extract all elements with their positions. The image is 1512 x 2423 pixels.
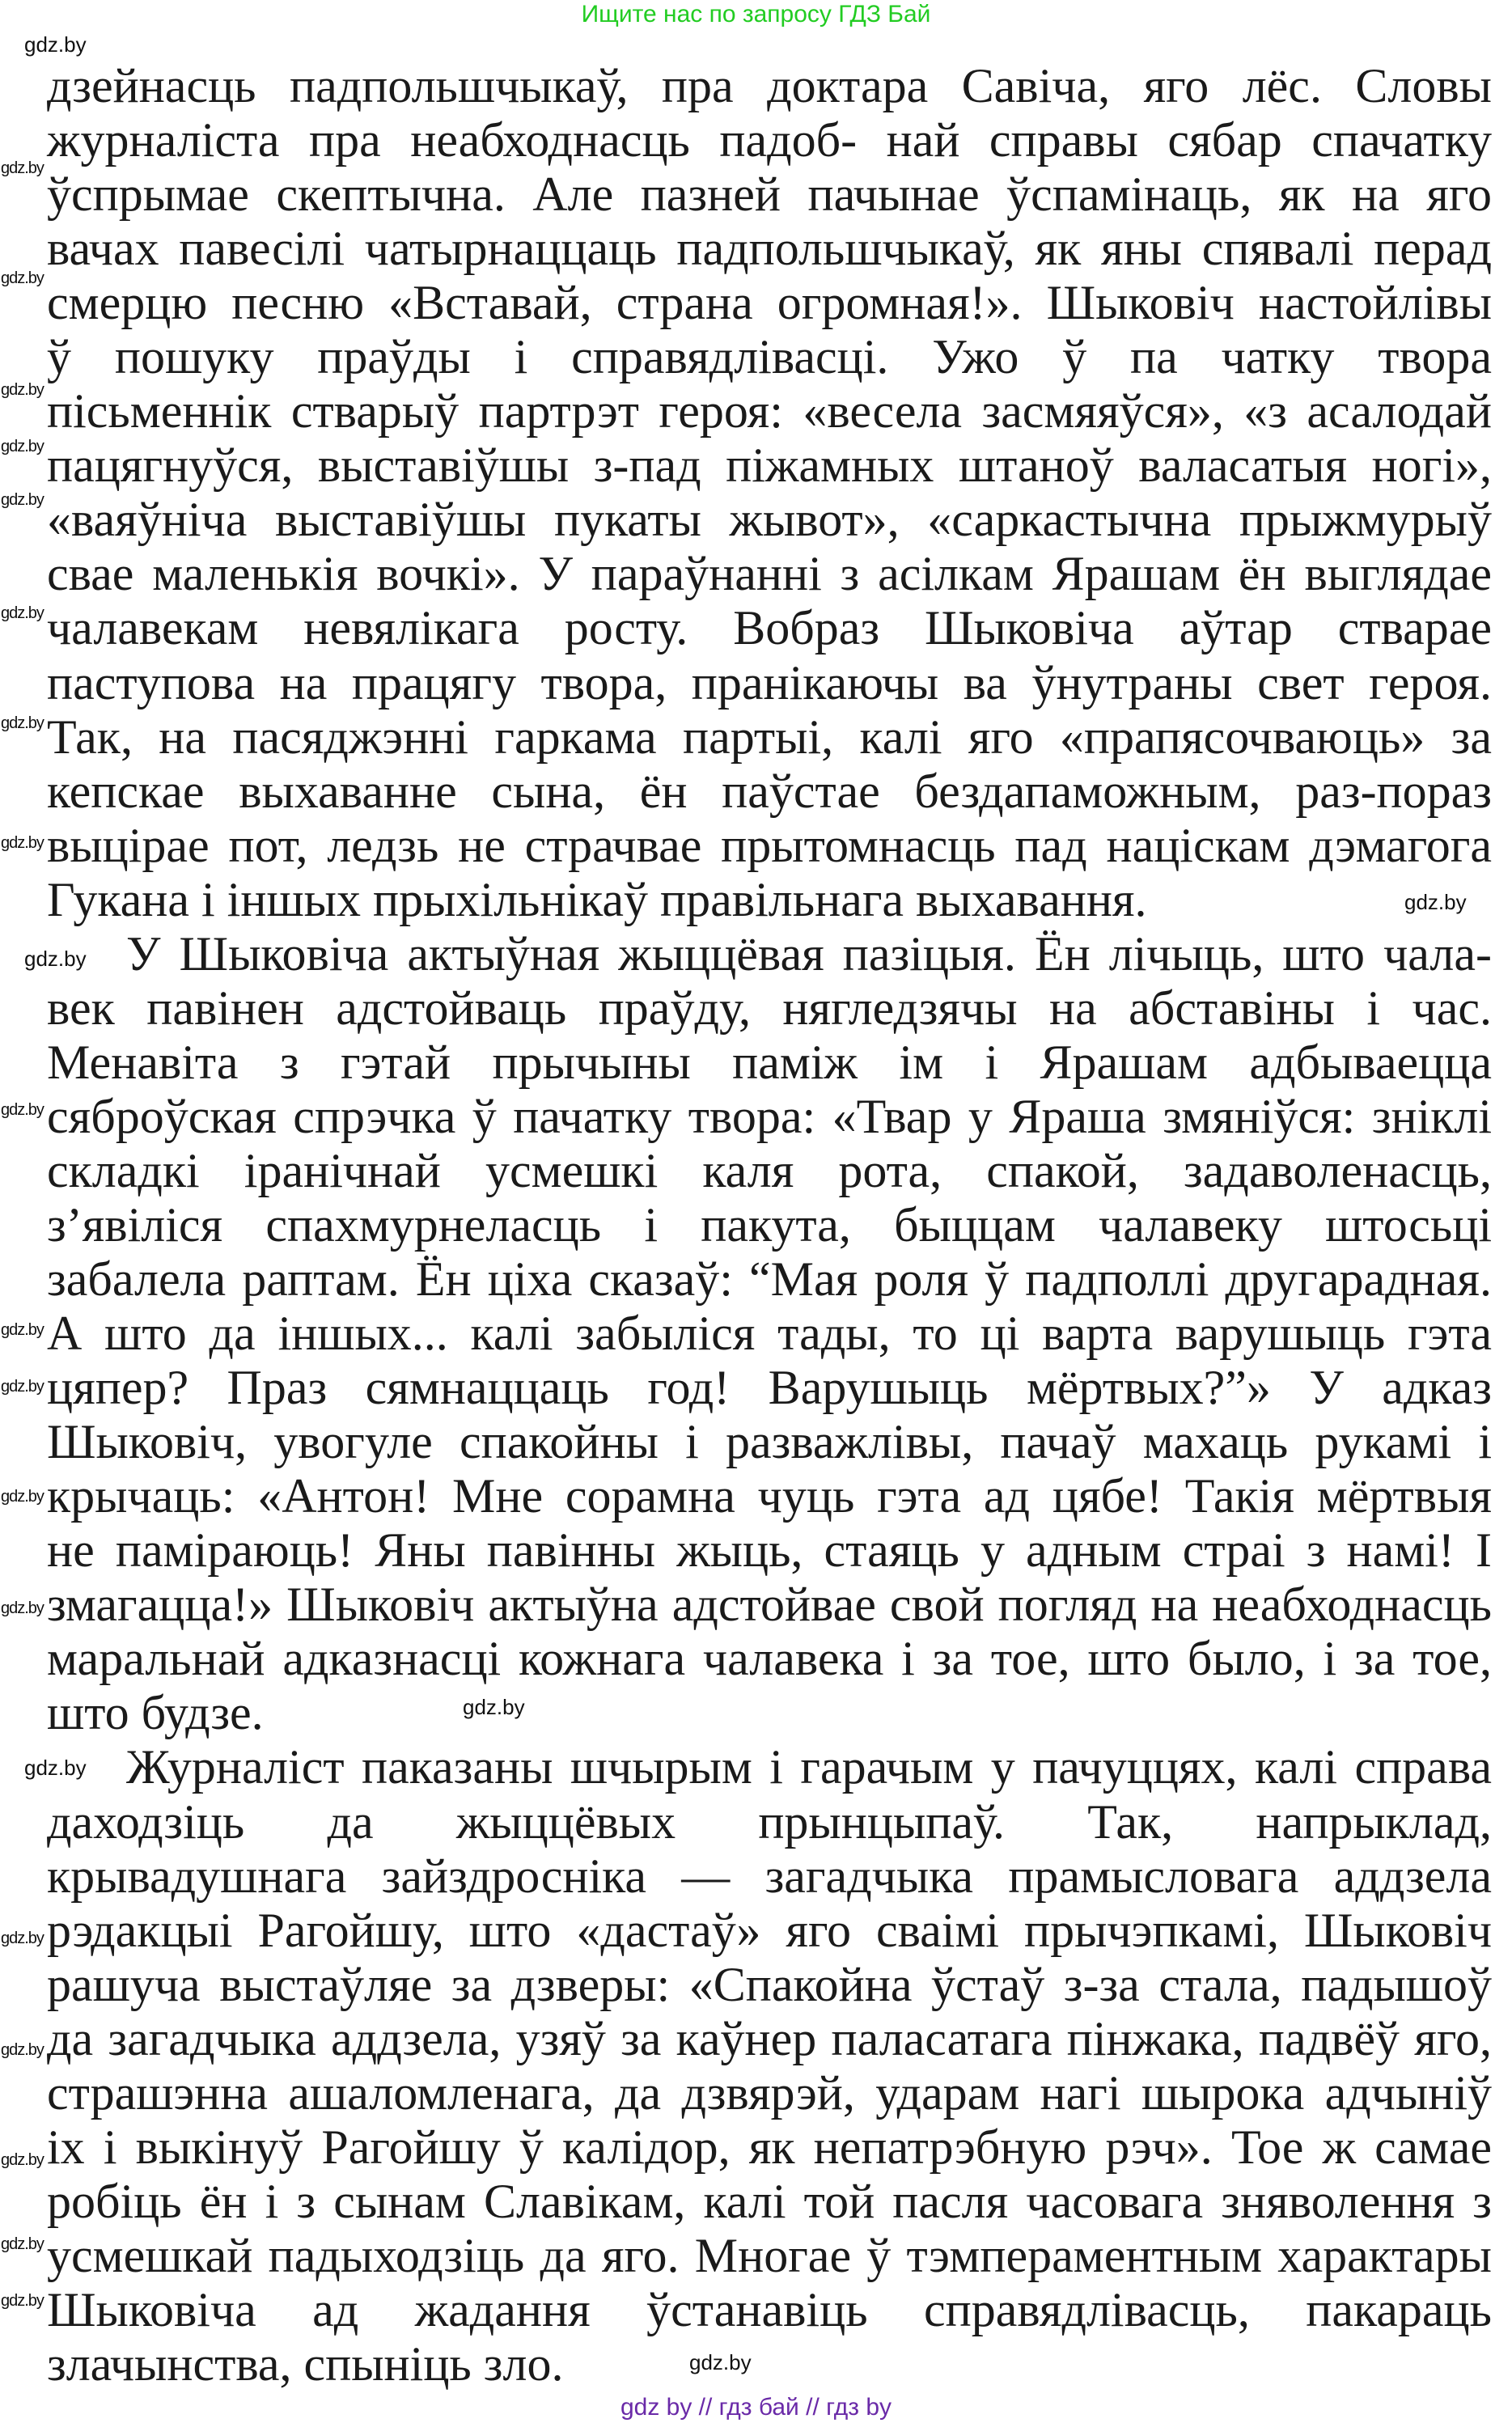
text-line <box>47 167 1492 222</box>
text-line-content: вачах павесілі чатырнаццаць падпольшчыкаў, як яны спявалі перад <box>47 222 1492 276</box>
text-line-content: пісьменнік стварыў партрэт героя: «весела засмяяўся», «з асалодай <box>47 384 1492 438</box>
text-line <box>47 710 1492 765</box>
text-line <box>47 1686 264 1740</box>
text-line <box>47 2337 563 2391</box>
body-text <box>47 59 1492 2391</box>
watermark: gdz.by <box>1 2151 44 2169</box>
text-line <box>47 547 1492 601</box>
watermark: gdz.by <box>1 1599 44 1617</box>
text-line <box>47 2012 1492 2066</box>
text-line <box>47 59 1492 113</box>
watermark: gdz.by <box>1 1378 44 1396</box>
watermark: gdz.by <box>1 1101 44 1119</box>
text-line <box>47 819 1492 873</box>
text-line <box>47 765 1492 819</box>
watermark: gdz.by <box>1 2292 44 2310</box>
text-line-content: пацягнуўся, выставіўшы з-пад піжамных штаноў валасатыя ногі», <box>47 438 1492 493</box>
text-line-content: сяброўская спрэчка ў пачатку твора: «Твар у Яраша змяніўся: зніклі <box>47 1089 1492 1143</box>
text-line-content: рэдакцыі Рагойшу, што «дастаў» яго сваімі прычэпкамі, Шыковіч <box>47 1903 1492 1957</box>
watermark: gdz.by <box>1 604 44 622</box>
text-line-content: выцірае пот, ледзь не страчвае прытомнасць пад націскам дэмагога <box>47 818 1492 872</box>
watermark: gdz.by <box>1 381 44 399</box>
text-line-content: што будзе. <box>47 1686 264 1740</box>
watermark: gdz.by <box>1 438 44 455</box>
text-line-content: Шыковіча ад жадання ўстанавіць справядлівасць, пакараць <box>47 2282 1492 2336</box>
text-line-content: не паміраюць! Яны павінны жыць, стаяць у адным страі з намі! І <box>47 1523 1492 1578</box>
watermark: gdz.by <box>24 32 87 57</box>
text-line <box>47 656 1492 710</box>
text-line-content: страшэнна ашаломленага, да дзвярэй, ударам нагі шырока адчыніў <box>47 2065 1492 2120</box>
text-line <box>47 330 1492 384</box>
text-line-content: свае маленькія вочкі». У параўнанні з асілкам Ярашам ён выглядае <box>47 547 1492 601</box>
text-line-content: забалела раптам. Ён ціха сказаў: “Мая роля ў падполлі другарадная. <box>47 1252 1492 1307</box>
search-banner: Ищите нас по запросу ГДЗ Бай <box>581 1 931 28</box>
watermark: gdz.by <box>1 1930 44 1947</box>
watermark: gdz.by <box>463 1695 525 1719</box>
text-line <box>47 113 1492 167</box>
text-line-content: маральнай адказнасці кожнага чалавека і за тое, што было, і за тое, <box>47 1632 1492 1686</box>
text-line <box>126 927 1492 981</box>
text-line-content: смерцю песню «Вставай, страна огромная!». Шыковіч настойлівы <box>47 276 1492 330</box>
text-line-content: ў пошуку праўды і справядлівасці. Ужо ў па чатку твора <box>47 330 1492 384</box>
text-line <box>47 601 1492 655</box>
text-line-content: рашуча выстаўляе за дзверы: «Спакойна ўстаў з-за стала, падышоў <box>47 1957 1492 2011</box>
text-line-content: Журналіст паказаны шчырым і гарачым у пачуццях, калі справа <box>126 1740 1492 1794</box>
watermark: gdz.by <box>1 269 44 287</box>
text-line-content: век павінен адстойваць праўду, нягледзячы на абставіны і час. <box>47 981 1492 1035</box>
watermark: gdz.by <box>1 1321 44 1339</box>
text-line <box>47 1904 1492 1958</box>
text-line-content: Так, на пасяджэнні гаркама партыі, калі яго «прапясочваюць» за <box>47 710 1492 764</box>
text-line-content: складкі іранічнай усмешкі каля рота, спакой, задаволенасць, <box>47 1143 1492 1197</box>
text-line-content: кепскае выхаванне сына, ён паўстае бездапаможным, раз-пораз <box>47 764 1492 818</box>
text-line <box>47 222 1492 276</box>
watermark: gdz.by <box>1 834 44 852</box>
watermark: gdz.by <box>24 1756 87 1780</box>
watermark: gdz.by <box>1 491 44 509</box>
text-line <box>47 1958 1492 2012</box>
text-line-content: крычаць: «Антон! Мне сорамна чуць гэта ад цябе! Такія мёртвыя <box>47 1469 1492 1523</box>
text-line <box>47 1795 1492 1849</box>
text-line <box>47 1036 1492 1090</box>
text-line <box>47 1252 1492 1307</box>
text-line-content: паступова на працягу твора, пранікаючы ва ўнутраны свет героя. <box>47 655 1492 710</box>
text-line-content: робіць ён і з сынам Славікам, калі той пасля часовага зняволення з <box>47 2174 1492 2228</box>
watermark: gdz.by <box>1 714 44 732</box>
watermark: gdz.by <box>1 159 44 177</box>
text-line-content: Шыковіч, увогуле спакойны і разважлівы, пачаў махаць рукамі і <box>47 1415 1492 1469</box>
text-line <box>47 384 1492 438</box>
text-line <box>47 2283 1492 2337</box>
text-line-content: іх і выкінуў Рагойшу ў калідор, як непатрэбную рэч». Тое ж самае <box>47 2120 1492 2174</box>
text-line <box>47 1144 1492 1198</box>
text-line <box>126 1740 1492 1794</box>
text-line-content: Менавіта з гэтай прычыны паміж ім і Ярашам адбываецца <box>47 1035 1492 1089</box>
text-line <box>47 1578 1492 1632</box>
text-line <box>47 2066 1492 2120</box>
text-line-content: дзейнасць падпольшчыкаў, пра доктара Савіча, яго лёс. Словы <box>47 59 1492 112</box>
text-line-content: з’явіліся спахмурнеласць і пакута, быццам чалавеку штосьці <box>47 1197 1492 1252</box>
text-line-content: крывадушнага зайздросніка — загадчыка прамысловага аддзела <box>47 1849 1492 1903</box>
text-line <box>47 1198 1492 1252</box>
text-line <box>47 2175 1492 2229</box>
text-line-content: цяпер? Праз сямнаццаць год! Варушыць мёртвых?”» У адказ <box>47 1361 1492 1415</box>
text-line <box>47 493 1492 547</box>
text-line <box>47 873 1147 927</box>
text-line <box>47 438 1492 493</box>
text-line <box>47 1849 1492 1904</box>
text-line-content: «ваяўніча выставіўшы пукаты жывот», «саркастычна прыжмурыў <box>47 493 1492 547</box>
text-line <box>47 1469 1492 1523</box>
watermark: gdz.by <box>1404 890 1467 914</box>
text-line-content: Гукана і іншых прыхільнікаў правільнага выхавання. <box>47 872 1147 926</box>
text-line <box>47 1307 1492 1361</box>
watermark: gdz.by <box>689 2350 752 2374</box>
text-line <box>47 2229 1492 2283</box>
text-line <box>47 1090 1492 1144</box>
text-line <box>47 276 1492 330</box>
text-line <box>47 981 1492 1036</box>
text-line-content: змагацца!» Шыковіч актыўна адстойвае свой погляд на неабходнасць <box>47 1578 1492 1632</box>
text-line <box>47 1415 1492 1469</box>
text-line-content: А што да іншых... калі забыліся тады, то ці варта варушыць гэта <box>47 1307 1492 1361</box>
text-line <box>47 1361 1492 1415</box>
text-line-content: чалавекам невялікага росту. Вобраз Шыковіча аўтар стварае <box>47 601 1492 655</box>
text-line-content: журналіста пра неабходнасць падоб- най справы сябар спачатку <box>47 113 1492 167</box>
text-line-content: злачынства, спыніць зло. <box>47 2336 564 2391</box>
watermark: gdz.by <box>1 2041 44 2059</box>
text-line-content: даходзіць да жыццёвых прынцыпаў. Так, напрыклад, <box>47 1794 1492 1849</box>
text-line-content: усмешкай падыходзіць да яго. Многае ў тэмпераментным характары <box>47 2228 1492 2282</box>
watermark: gdz.by <box>1 2235 44 2253</box>
text-line-content: да загадчыка аддзела, узяў за каўнер паласатага пінжака, падвёў яго, <box>47 2011 1492 2065</box>
text-line <box>47 1632 1492 1686</box>
text-line <box>47 1523 1492 1578</box>
footer-links[interactable]: gdz by // гдз бай // гдз by <box>620 2394 892 2421</box>
watermark: gdz.by <box>24 947 87 971</box>
text-line-content: У Шыковіча актыўная жыццёвая пазіцыя. Ён лічыць, што чала- <box>126 926 1492 981</box>
watermark: gdz.by <box>1 1488 44 1506</box>
text-line-content: ўспрымае скептычна. Але пазней пачынае ўспамінаць, як на яго <box>47 167 1492 222</box>
text-line <box>47 2120 1492 2175</box>
